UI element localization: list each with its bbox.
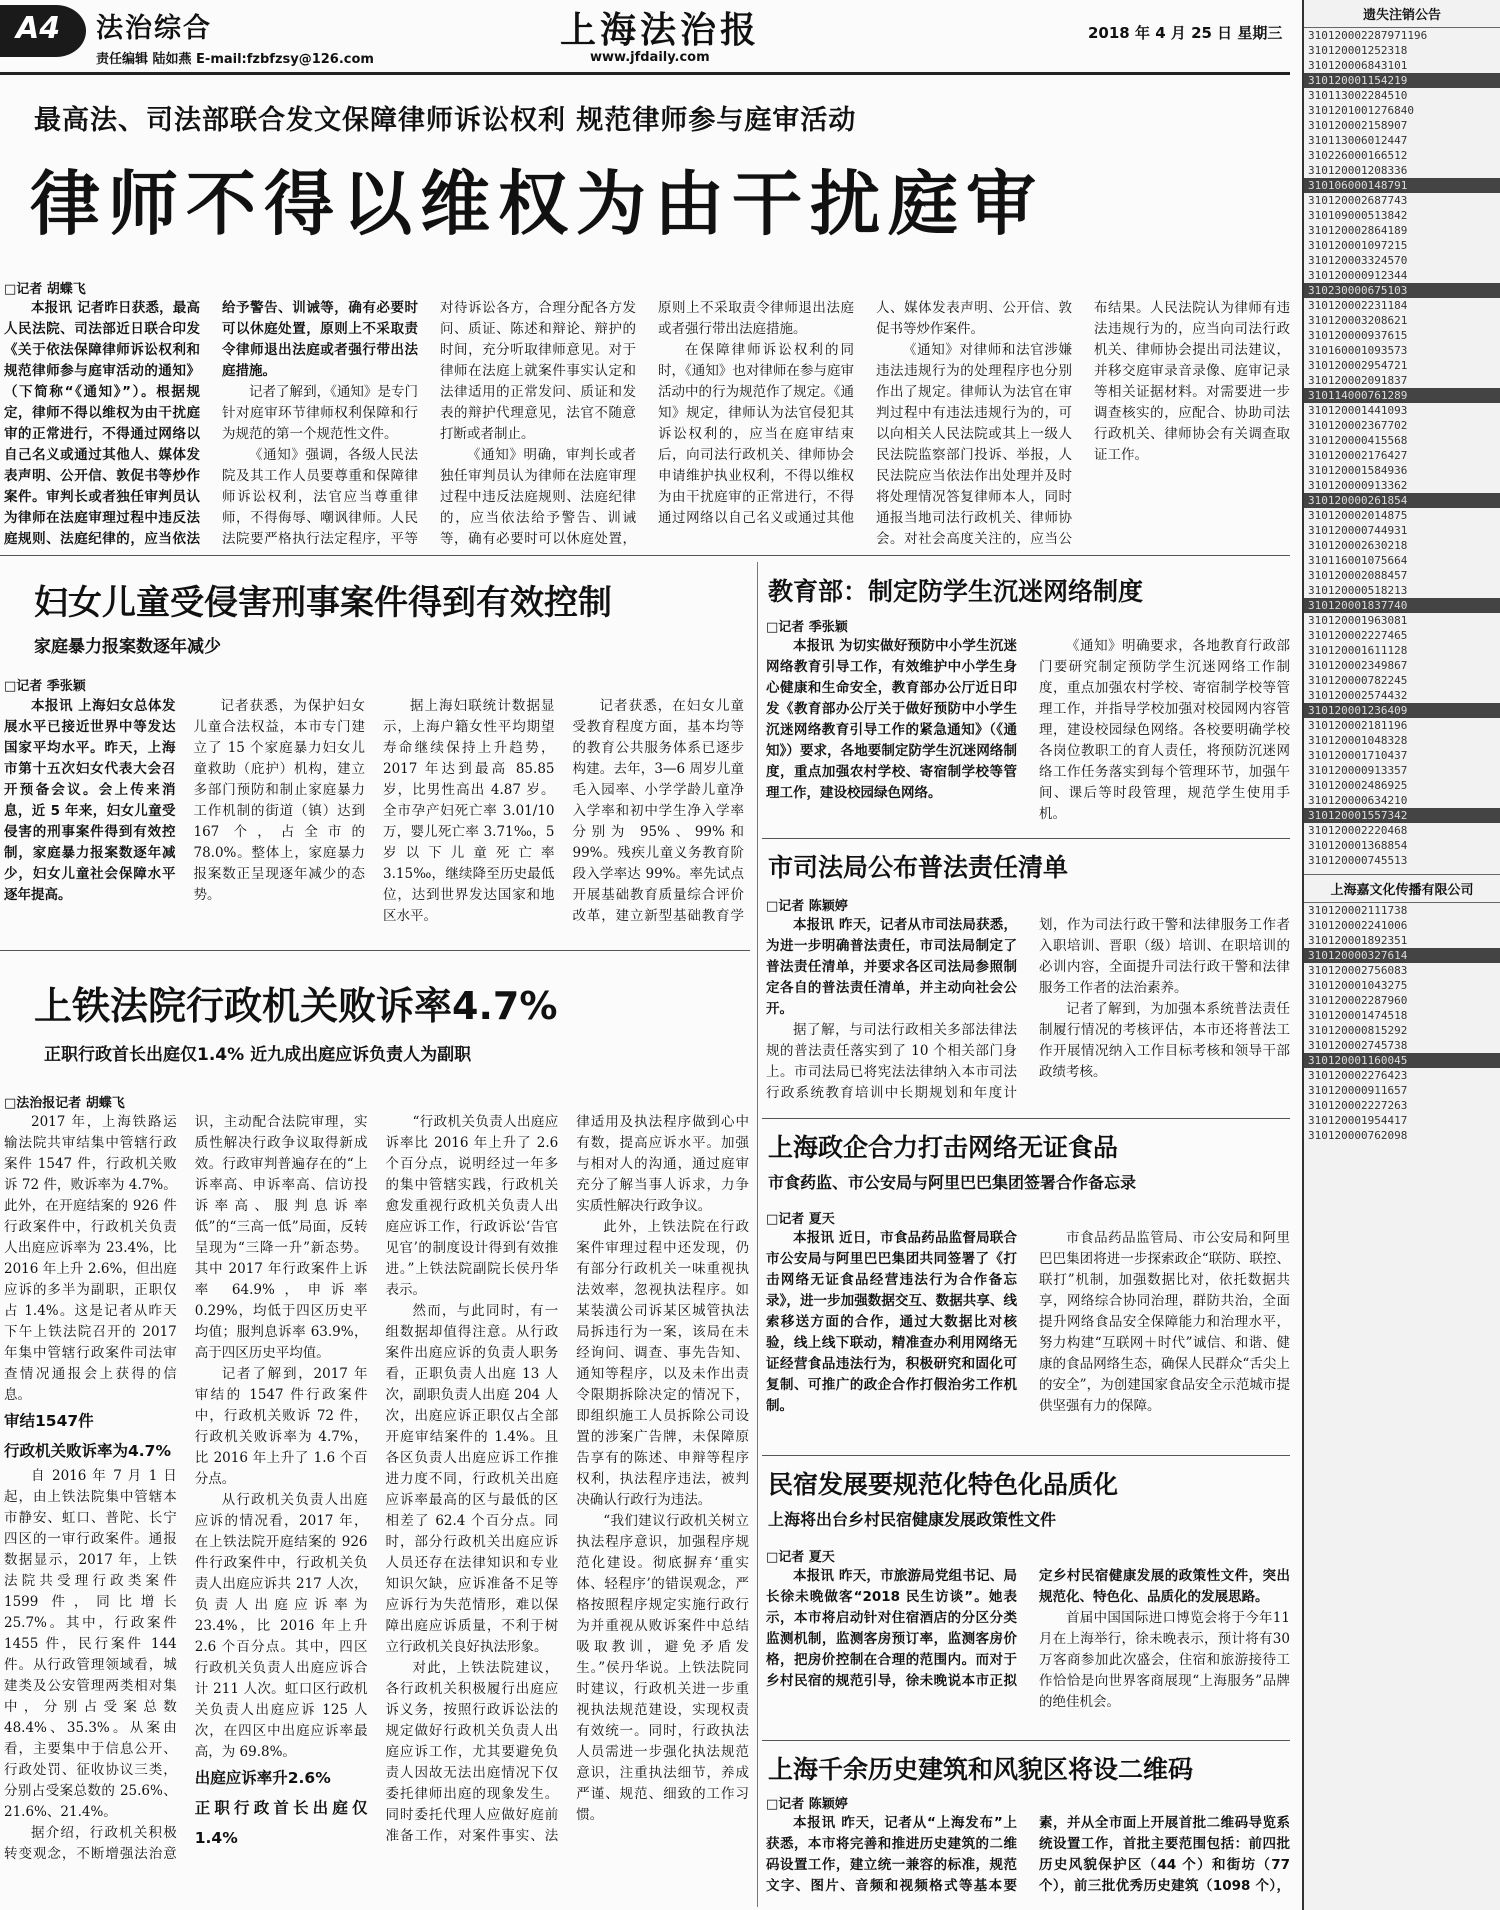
lead-body	[4, 298, 1290, 550]
notice-line: 310120001837740	[1304, 598, 1500, 613]
notice-line: 310160001093573	[1308, 344, 1408, 357]
court-paragraph-a1: 2017 年，上海铁路运输法院共审结集中管辖行政案件 1547 件，行政机关败诉 72 件，败诉率为 4.7%。此外，在开庭结案的 926 件行政案件中，行政机关负责人出庭应诉率为 23.4%，比 2016 年上升 2.6%，但出庭应诉的多半为副职，正职仅占 1.4%。这是记者从昨天下午上铁法院召开的 2017 年集中管辖行政案件司法审查情况通报会上获得的信息。	[4, 1114, 177, 1403]
notice-line: 310120000912344	[1308, 269, 1408, 282]
notice-line: 310120000782245	[1308, 674, 1408, 687]
edu-paragraph-1: 本报讯 为切实做好预防中小学生沉迷网络教育引导工作，有效维护中小学生身心健康和生命安全，教育部办公厅近日印发《教育部办公厅关于做好预防中小学生沉迷网络教育引导工作的紧急通知》（《通知》）要求，各地要制定防学生沉迷网络制度，重点加强农村学校、寄宿制学校等管理工作，建设校园绿色网络。	[766, 638, 1017, 801]
court-body	[4, 1112, 749, 1907]
homestay-paragraph-1: 本报讯 昨天，市旅游局党组书记、局长徐未晚做客“2018 民生访谈”。她表示，本市将启动针对住宿酒店的分区分类监测机制，监测客房预订率，监测客房价格，把房价控制在合理的范围内。而对于乡村民宿的规范引导，徐未晚说本市正拟定乡村民宿健康发展的政策性文件，突出规范化、特色化、品质化的发展思路。	[766, 1568, 1290, 1689]
notice-line: 310120002287960	[1308, 994, 1408, 1007]
newspaper-url[interactable]: www.jfdaily.com	[590, 50, 710, 65]
edu-headline: 教育部：制定防学生沉迷网络制度	[768, 577, 1144, 606]
food-paragraph-2: 市食品药品监管局、市公安局和阿里巴巴集团将进一步探索政企“联防、联控、联打”机制，加强数据比对，依托数据共享，网络综合协同治理，群防共治，全面提升网络食品安全保障能力和治理水平，努力构建“互联网＋时代”诚信、和谐、健康的食品网络生态，确保人民群众“舌尖上的安全”，为创建国家食品安全示范城市提供坚强有力的保障。	[1039, 1230, 1290, 1414]
court-paragraph-c3: 对此，上铁法院建议，各行政机关积极履行出庭应诉义务，按照行政诉讼法的规定做好行政机关负责人出庭应诉工作，尤其要避免负责人因故无法出庭情况下仅委托律师出庭的现象发生。同时委托代理人应做好庭前准备工作，对案件事实、法律适用及执法程序做到心中有数，提高应诉水平。加强与相对人的沟通，通过庭审充分了解当事人诉求，力争实质性解决行政争议。	[385, 1114, 749, 1844]
notice-line: 310120000745513	[1308, 854, 1408, 867]
notice-line: 310120000937615	[1308, 329, 1408, 342]
notice-line: 310120002181196	[1308, 719, 1408, 732]
food-subhead: 市食药监、市公安局与阿里巴巴集团签署合作备忘录	[768, 1173, 1137, 1192]
homestay-body	[766, 1566, 1290, 1736]
lead-byline: □记者 胡蝶飞	[4, 282, 86, 297]
women-subhead: 家庭暴力报案数逐年减少	[34, 637, 221, 657]
notice-line: 310120000634210	[1308, 794, 1408, 807]
notice-line: 310120001368854	[1308, 839, 1408, 852]
women-paragraph-2: 记者获悉，为保护妇女儿童合法权益，本市专门建立了 15 个家庭暴力妇女儿童救助（庇护）机构，建立多部门预防和制止家庭暴力工作机制的街道（镇）达到 167 个，占全市的 78.0%。整体上，家庭暴力报案数正呈现逐年减少的态势。	[193, 698, 365, 903]
women-paragraph-3: 据上海妇联统计数据显示，上海户籍女性平均期望寿命继续保持上升趋势，2017 年达到最高 85.85 岁，比男性高出 4.87 岁。全市孕产妇死亡率 3.01/10 万，婴儿死亡率 3.71‰，5 岁以下儿童死亡率 3.15‰，继续降至历史最低位，达到世界发达国家和地区水平。	[383, 698, 555, 924]
food-headline: 上海政企合力打击网络无证食品	[768, 1133, 1119, 1162]
notice-title: 遗失注销公告	[1304, 0, 1500, 28]
food-byline: □记者 夏天	[766, 1212, 835, 1227]
food-body	[766, 1228, 1290, 1450]
notice-title-2: 上海嘉文化传播有限公司	[1304, 874, 1500, 903]
justice-paragraph-3: 记者了解到，为加强本系统普法责任制履行情况的考核评估，本市还将普法工作开展情况纳入工作目标考核和领导干部政绩考核。	[1039, 1001, 1290, 1080]
notice-line: 310120001208336	[1308, 164, 1408, 177]
notice-line: 310120001892351	[1308, 934, 1408, 947]
homestay-subhead: 上海将出台乡村民宿健康发展政策性文件	[768, 1510, 1057, 1529]
lead-paragraph-6: 《通知》对律师和法官涉嫌违法违规行为的处理程序也分别作出了规定。律师认为法官在审判过程中有违法违规行为的，可以向相关人民法院或其上一级人民法院监察部门投诉、举报，人民法院应当依法作出处理并及时将处理情况答复律师本人，同时通报当地司法行政机关、律师协会。对社会高度关注的，应当公布结果。人民法院认为律师有违法违规行为的，应当向司法行政机关、律师协会提出司法建议，并移交庭审录音录像、庭审记录等相关证据材料。对需要进一步调查核实的，应配合、协助司法行政机关、律师协会有关调查取证工作。	[876, 300, 1290, 547]
lead-paragraph-4: 《通知》明确，审判长或者独任审判员认为律师在法庭审理过程中违反法庭规则、法庭纪律的，应当依法给予警告、训诫等，确有必要时可以休庭处置，原则上不采取责令律师退出法庭或者强行带出法庭措施。	[440, 300, 854, 547]
court-paragraph-b3: 记者了解到，2017 年审结的 1547 件行政案件中，行政机关败诉 72 件，行政机关败诉率为 4.7%，比 2016 年上升了 1.6 个百分点。	[194, 1366, 368, 1487]
justice-paragraph-2: 据了解，与司法行政相关多部法律法规的普法责任落实到了 10 个相关部门身上。市司法局已将宪法法律纳入本市司法行政系统教育培训中长期规划和年度计划，作为司法行政干警和法律服务工作者入职培训、晋职（级）培训、在职培训的必训内容，全面提升司法行政干警和法律服务工作者的法治素养。	[766, 917, 1290, 1101]
section-title: 法治综合	[96, 13, 212, 44]
issue-date: 2018 年 4 月 25 日 星期三	[1088, 24, 1283, 42]
notice-line: 310120006843101	[1308, 59, 1408, 72]
notice-line: 3101201001276840	[1308, 104, 1414, 117]
notice-line: 310120001710437	[1308, 749, 1408, 762]
notice-line: 310120001236409	[1304, 703, 1500, 718]
women-headline: 妇女儿童受侵害刑事案件得到有效控制	[34, 583, 612, 623]
lead-paragraph-1: 本报讯 记者昨日获悉，最高人民法院、司法部近日联合印发《关于依法保障律师诉讼权利和规范律师参与庭审活动的通知》（下简称“《通知》”）。根据规定，律师不得以维权为由干扰庭审的正常进行，不得通过网络以自己名义或通过其他人、媒体发表声明、公开信、敦促书等炒作案件。审判长或者独任审判员认为律师在法庭审理过程中违反法庭规则、法庭纪律的，应当依法给予警告、训诫等，确有必要时可以休庭处置，原则上不采取责令律师退出法庭或者强行带出法庭措施。	[4, 300, 418, 547]
notice-line: 310120001048328	[1308, 734, 1408, 747]
notice-strip	[1302, 0, 1500, 1910]
editor-credit: 责任编辑 陆如燕 E-mail:fzbfzsy@126.com	[96, 52, 374, 67]
notice-line: 310120002367702	[1308, 419, 1408, 432]
notice-line: 310120002687743	[1308, 194, 1408, 207]
notice-line: 310120001954417	[1308, 1114, 1408, 1127]
court-paragraph-b2: 据介绍，行政机关积极转变观念，不断增强法治意识，主动配合法院审理，实质性解决行政争议取得新成效。行政审判普遍存在的“上诉率高、申诉率高、信访投诉率高、服判息诉率低”的“三高一低”局面，反转呈现为“三降一升”新态势。其中 2017 年行政案件上诉率 64.9%，申诉率 0.29%，均低于四区历史平均值；服判息诉率 63.9%，高于四区历史平均值。	[4, 1114, 368, 1862]
masthead-divider	[0, 72, 1290, 75]
notice-line: 310120002864189	[1308, 224, 1408, 237]
women-paragraph-1: 本报讯 上海妇女总体发展水平已接近世界中等发达国家平均水平。昨天，上海市第十五次妇女代表大会召开预备会议。会上传来消息，近 5 年来，妇女儿童受侵害的刑事案件得到有效控制，家庭暴力报案数逐年减少，妇女儿童社会保障水平逐年提高。	[4, 698, 176, 903]
justice-body	[766, 915, 1290, 1115]
women-paragraph-4: 记者获悉，在妇女儿童受教育程度方面，基本均等的教育公共服务体系已逐步构建。去年，3—6 周岁儿童毛入园率、小学学龄儿童净入学率和初中学生净入学率分别为 95%、99%和 99%。残疾儿童义务教育阶段入学率达 99%。率先试点开展基础教育质量综合评价改革，建立新型基础教育学	[572, 698, 744, 924]
notice-line: 310120000744931	[1308, 524, 1408, 537]
heritage-headline: 上海千余历史建筑和风貌区将设二维码	[768, 1755, 1194, 1784]
notice-line: 310120001097215	[1308, 239, 1408, 252]
edu-byline: □记者 季张颖	[766, 620, 848, 635]
notice-line: 310120002088457	[1308, 569, 1408, 582]
homestay-paragraph-2: 首届中国国际进口博览会将于今年11月在上海举行，徐未晚表示，预计将有30万客商参加此次盛会，住宿和旅游接待工作恰恰是向世界客商展现“上海服务”品牌的绝佳机会。	[1039, 1610, 1290, 1710]
notice-line: 310120003324570	[1308, 254, 1408, 267]
notice-line: 310113006012447	[1308, 134, 1408, 147]
notice-line: 310120002176427	[1308, 449, 1408, 462]
notice-line: 310120002954721	[1308, 359, 1408, 372]
lead-paragraph-5: 在保障律师诉讼权利的同时，《通知》也对律师在参与庭审活动中的行为规范作了规定。《通知》规定，律师认为法官侵犯其诉讼权利的，应当在庭审结束后，向司法行政机关、律师协会申请维护执业权利，不得以维权为由干扰庭审的正常进行，不得通过网络以自己名义或通过其他人、媒体发表声明、公开信、敦促书等炒作案件。	[658, 300, 1072, 526]
women-body	[4, 696, 744, 936]
justice-byline: □记者 陈颖婷	[766, 899, 848, 914]
notice-line: 310120000327614	[1304, 948, 1500, 963]
notice-line: 310120003208621	[1308, 314, 1408, 327]
notice-line: 310106000148791	[1304, 178, 1500, 193]
notice-line: 310120002014875	[1308, 509, 1408, 522]
court-inhead-4: 正职行政首长出庭仅1.4%	[194, 1799, 368, 1847]
justice-headline: 市司法局公布普法责任清单	[768, 853, 1069, 882]
lead-bottom-rule	[0, 555, 1290, 556]
court-inhead-1: 审结1547件	[4, 1412, 94, 1430]
food-paragraph-1: 本报讯 近日，市食品药品监督局联合市公安局与阿里巴巴集团共同签署了《打击网络无证食品经营违法行为合作备忘录》，进一步加强数据交互、数据共享、线索移送方面的合作，通过大数据比对核验，线上线下联动，精准查办利用网络无证经营食品违法行为，积极研究和固化可复制、可推广的政企合作打假治劣工作机制。	[766, 1230, 1017, 1414]
notice-line: 310120001584936	[1308, 464, 1408, 477]
women-byline: □记者 季张颖	[4, 679, 86, 694]
lead-paragraph-2: 记者了解到，《通知》是专门针对庭审环节律师权利保障和行为规范的第一个规范性文件。	[222, 384, 418, 442]
notice-line: 310120000518213	[1308, 584, 1408, 597]
notice-line: 310109000513842	[1308, 209, 1408, 222]
justice-paragraph-1: 本报讯 昨天，记者从市司法局获悉，为进一步明确普法责任，市司法局制定了普法责任清单，并要求各区司法局参照制定各自的普法责任清单，并主动向社会公开。	[766, 917, 1017, 1017]
notice-line: 310114000761289	[1304, 388, 1500, 403]
notice-line: 310120002756083	[1308, 964, 1408, 977]
notice-line: 310120002574432	[1308, 689, 1408, 702]
notice-line: 310120001154219	[1304, 73, 1500, 88]
notice-line: 310120001611128	[1308, 644, 1408, 657]
notice-list-2	[1304, 903, 1500, 1143]
heritage-byline: □记者 陈颖婷	[766, 1797, 848, 1812]
notice-line: 310120000762098	[1308, 1129, 1408, 1142]
heritage-body	[766, 1813, 1290, 1907]
notice-list	[1304, 28, 1500, 868]
notice-line: 310120002486925	[1308, 779, 1408, 792]
notice-line: 310120000911657	[1308, 1084, 1408, 1097]
court-headline: 上铁法院行政机关败诉率4.7%	[34, 984, 558, 1028]
court-paragraph-c2: 然而，与此同时，有一组数据却值得注意。从行政案件出庭应诉的负责人职务看，正职负责人出庭 13 人次，副职负责人出庭 204 人次，出庭应诉正职仅占全部开庭审结案件的 1.4%。且各区负责人出庭应诉工作推进力度不同，行政机关出庭应诉率最高的区与最低的区相差了 62.4 个百分点。同时，部分行政机关出庭应诉人员还存在法律知识和专业知识欠缺，应诉准备不足等应诉行为失范情形，难以保障出庭应诉质量，不利于树立行政机关良好执法形象。	[385, 1303, 559, 1655]
notice-line: 310120002630218	[1308, 539, 1408, 552]
notice-line: 310120002287971196	[1308, 29, 1428, 42]
notice-line: 310120001043275	[1308, 979, 1408, 992]
notice-line: 310120002349867	[1308, 659, 1408, 672]
notice-line: 310120001557342	[1304, 808, 1500, 823]
notice-line: 310120002227263	[1308, 1099, 1408, 1112]
notice-line: 310226000166512	[1308, 149, 1408, 162]
court-byline: □法治报记者 胡蝶飞	[4, 1096, 125, 1111]
notice-line: 310116001075664	[1308, 554, 1408, 567]
notice-line: 310120002745738	[1308, 1039, 1408, 1052]
notice-line: 310120001474518	[1308, 1009, 1408, 1022]
lead-paragraph-3: 《通知》强调，各级人民法院及其工作人员要尊重和保障律师诉讼权利，法官应当尊重律师，不得侮辱、嘲讽律师。人民法院要严格执行法定程序，平等对待诉讼各方，合理分配各方发问、质证、陈述和辩论、辩护的时间，充分听取律师意见。对于律师在法庭上就案件事实认定和法律适用的正常发问、质证和发表的辩护代理意见，法官不随意打断或者制止。	[222, 300, 636, 547]
court-inhead-3: 出庭应诉率升2.6%	[194, 1769, 331, 1787]
notice-line: 310120002276423	[1308, 1069, 1408, 1082]
notice-line: 310120001160045	[1304, 1053, 1500, 1068]
food-bottom-rule	[762, 1455, 1290, 1456]
edu-bottom-rule	[762, 838, 1290, 839]
lead-headline: 律师不得以维权为由干扰庭审	[30, 163, 1044, 245]
court-paragraph-b4: 从行政机关负责人出庭应诉的情况看，2017 年，在上铁法院开庭结案的 926 件行政案件中，行政机关负责人出庭应诉共 217 人次，负责人出庭应诉率为 23.4%，比 2016 年上升 2.6 个百分点。其中，四区行政机关负责人出庭应诉合计 211 人次。虹口区行政机关负责人出庭应诉 125 人次，在四区中出庭应诉率最高，为 69.8%。	[194, 1492, 368, 1760]
justice-bottom-rule	[762, 1118, 1290, 1119]
newspaper-logo: 上海法治报	[560, 9, 761, 51]
notice-line: 310120000913357	[1308, 764, 1408, 777]
page-number-badge: A4	[0, 5, 86, 57]
notice-line: 310120000261854	[1304, 493, 1500, 508]
homestay-bottom-rule	[762, 1740, 1290, 1741]
edu-body	[766, 636, 1290, 836]
court-paragraph-c1: “行政机关负责人出庭应诉率比 2016 年上升了 2.6 个百分点，说明经过一年多的集中管辖实践，行政机关愈发重视行政机关负责人出庭应诉工作，行政诉讼‘告官见官’的制度设计得到有效推进。”上铁法院副院长侯丹华表示。	[385, 1114, 559, 1298]
notice-line: 310230000675103	[1304, 283, 1500, 298]
notice-line: 310120002231184	[1308, 299, 1408, 312]
notice-line: 310120002241006	[1308, 919, 1408, 932]
notice-line: 310120001441093	[1308, 404, 1408, 417]
notice-line: 310120002220468	[1308, 824, 1408, 837]
homestay-headline: 民宿发展要规范化特色化品质化	[768, 1470, 1119, 1499]
masthead	[0, 0, 1290, 72]
notice-line: 310120000913362	[1308, 479, 1408, 492]
edu-paragraph-2: 《通知》明确要求，各地教育行政部门要研究制定预防学生沉迷网络工作制度，重点加强农村学校、寄宿制学校等管理工作，并指导学校加强对校园网内容管理，建设校园绿色网络。各校要明确学校各岗位教职工的育人责任，将预防沉迷网络工作任务落实到每个管理环节，加强午间、课后等时段管理，规范学生使用手机。	[1039, 638, 1290, 822]
notice-line: 310120001252318	[1308, 44, 1408, 57]
notice-line: 310120000815292	[1308, 1024, 1408, 1037]
notice-line: 310120002091837	[1308, 374, 1408, 387]
notice-line: 310120000415568	[1308, 434, 1408, 447]
notice-line: 310120002111738	[1308, 904, 1408, 917]
court-subhead: 正职行政首长出庭仅1.4% 近九成出庭应诉负责人为副职	[44, 1045, 472, 1065]
court-paragraph-b1: 自 2016 年 7 月 1 日起，由上铁法院集中管辖本市静安、虹口、普陀、长宁四区的一审行政案件。通报数据显示，2017 年，上铁法院共受理行政类案件 1599 件，同比增长 25.7%。其中，行政案件 1455 件，民行案件 144 件。从行政管理领域看，城建类及公安管理两类相对集中，分别占受案总数 48.4%、35.3%。从案由看，主要集中于信息公开、行政处罚、征收协议三类，分别占受案总数的 25.6%、21.6%、21.4%。	[4, 1468, 177, 1820]
notice-line: 310113002284510	[1308, 89, 1408, 102]
notice-line: 310120002227465	[1308, 629, 1408, 642]
court-paragraph-c5: “我们建议行政机关树立执法程序意识，加强程序规范化建设。彻底摒弃‘重实体、轻程序’的错误观念，严格按照程序规定实施行政行为并重视从败诉案件中总结吸取教训，避免矛盾发生。”侯丹华说。上铁法院同时建议，行政机关进一步重视执法规范建设，实现权责有效统一。同时，行政执法人员需进一步强化执法规范意识，注重执法细节，养成严谨、规范、细致的工作习惯。	[576, 1513, 749, 1823]
heritage-paragraph-1: 本报讯 昨天，记者从“上海发布”上获悉，本市将完善和推进历史建筑的二维码设置工作，建立统一兼容的标准，规范文字、图片、音频和视频格式等基本要素，并从全市面上开展首批二维码导览系统设置工作，首批主要范围包括：前四批历史风貌保护区（44 个）和街坊（77 个），前三批优秀历史建筑（1098 个），	[766, 1815, 1290, 1894]
lead-kicker: 最高法、司法部联合发文保障律师诉讼权利 规范律师参与庭审活动	[34, 105, 857, 136]
women-bottom-rule	[0, 950, 750, 951]
homestay-byline: □记者 夏天	[766, 1550, 835, 1565]
court-paragraph-c4: 此外，上铁法院在行政案件审理过程中还发现，仍有部分行政机关一味重视执法效率，忽视执法程序。如某装潢公司诉某区城管执法局拆违行为一案，该局在未经询问、调查、事先告知、通知等程序，以及未作出责令限期拆除决定的情况下，即组织施工人员拆除公司设置的涉案广告牌，未保障原告享有的陈述、申辩等程序权利，执法程序违法，被判决确认行政行为违法。	[576, 1219, 749, 1508]
column-divider	[757, 562, 758, 1907]
notice-line: 310120001963081	[1308, 614, 1408, 627]
court-inhead-2: 行政机关败诉率为4.7%	[4, 1442, 171, 1460]
notice-line: 310120002158907	[1308, 119, 1408, 132]
